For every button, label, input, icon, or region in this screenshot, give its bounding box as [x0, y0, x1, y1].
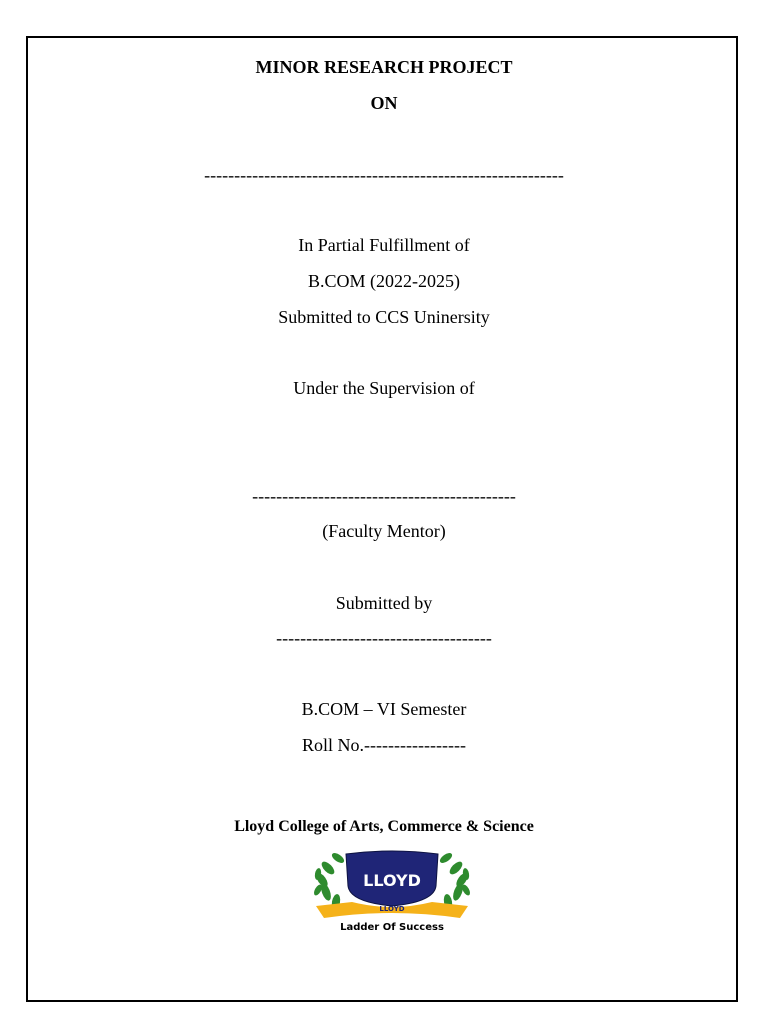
svg-text:Ladder Of Success: Ladder Of Success [340, 922, 444, 933]
svg-text:LLOYD: LLOYD [363, 871, 421, 890]
submitted-by-text: Submitted by [335, 593, 433, 613]
roll-number: Roll No.----------------- [302, 735, 466, 755]
college-logo [312, 846, 472, 934]
project-title-on: ON [370, 93, 398, 113]
laurel-left-icon [312, 851, 345, 910]
topic-blank-line: ------------------------------------------------------------ [204, 165, 564, 185]
fulfillment-text: In Partial Fulfillment of [298, 235, 470, 255]
supervision-text: Under the Supervision of [293, 378, 475, 398]
submitted-to-text: Submitted to CCS Uninersity [278, 307, 490, 327]
semester-text: B.COM – VI Semester [301, 699, 467, 719]
project-title: MINOR RESEARCH PROJECT [255, 57, 513, 77]
college-name: Lloyd College of Arts, Commerce & Science [234, 818, 534, 835]
svg-text:LLOYD: LLOYD [379, 905, 405, 913]
student-blank-line: ------------------------------------ [276, 628, 492, 648]
degree-text: B.COM (2022-2025) [308, 271, 460, 291]
mentor-blank-line: -------------------------------------------- [252, 486, 516, 506]
mentor-label: (Faculty Mentor) [322, 521, 446, 541]
laurel-right-icon [438, 851, 471, 910]
